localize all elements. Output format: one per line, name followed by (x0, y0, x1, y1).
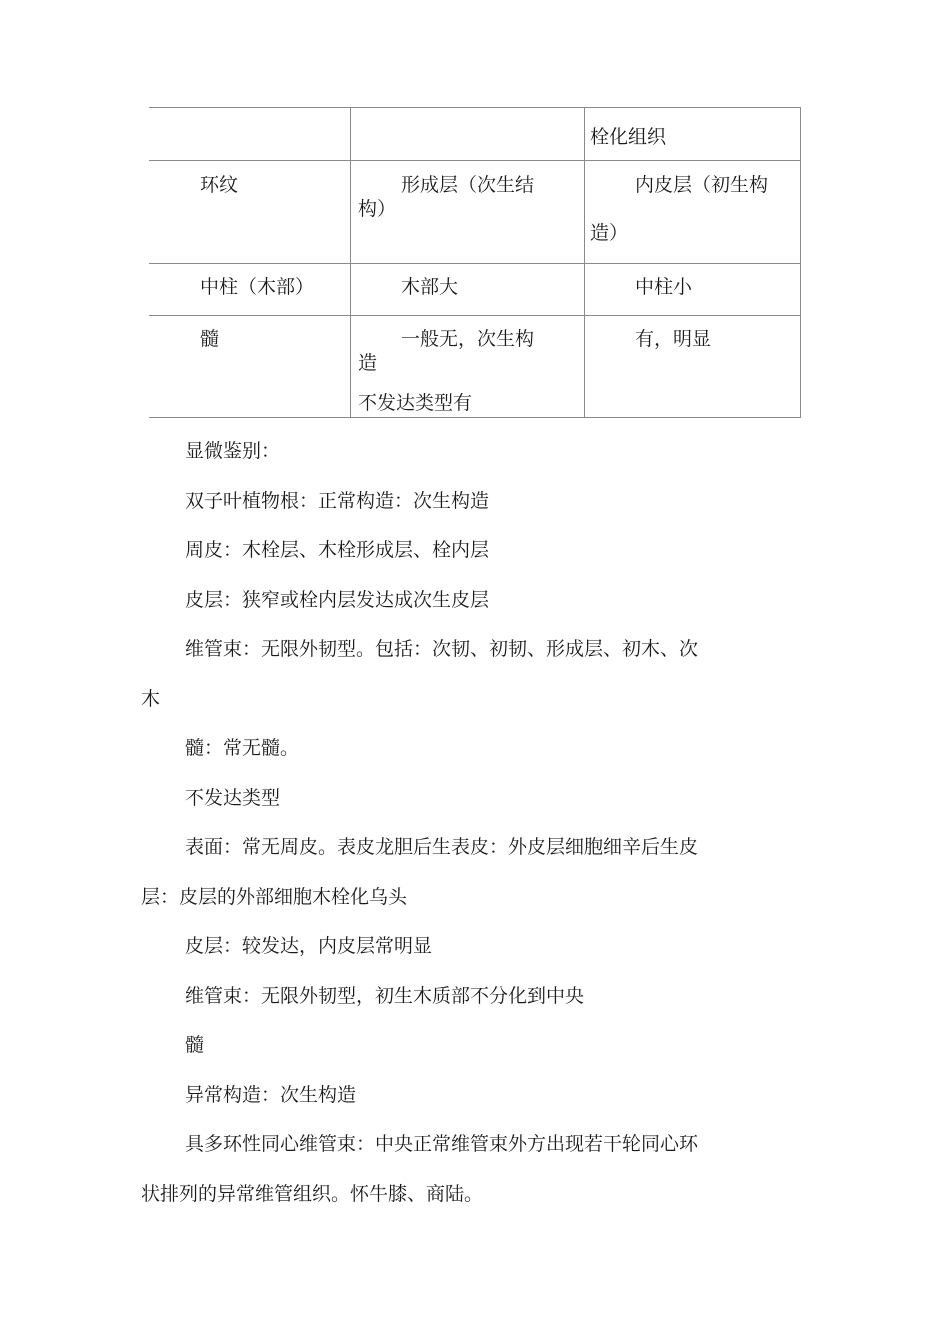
paragraph (141, 1033, 801, 1057)
table-border-top (149, 107, 801, 108)
paragraph-line: 状排列的异常维管组织。怀牛膝、商陆。 (141, 1183, 484, 1205)
paragraph-line: 皮层：狭窄或栓内层发达成次生皮层 (185, 589, 490, 611)
table-cell (358, 327, 534, 417)
paragraph-line: 表面：常无周皮。表皮龙胆后生表皮：外皮层细胞细辛后生皮 (185, 836, 699, 858)
cell-line: 造 (358, 352, 378, 374)
comparison-table (149, 107, 801, 418)
cell-line: 中柱小 (635, 276, 693, 298)
paragraph (141, 984, 801, 1008)
table-cell-label: 环纹 (200, 174, 239, 196)
paragraph-line: 层：皮层的外部细胞木栓化乌头 (141, 886, 408, 908)
paragraph-line: 髓：常无髓。 (185, 737, 300, 759)
paragraph (141, 538, 801, 562)
paragraph-line: 周皮：木栓层、木栓形成层、栓内层 (185, 539, 490, 561)
paragraph-line: 不发达类型 (185, 787, 281, 809)
cell-line: 有，明显 (635, 328, 712, 350)
paragraph-line: 显微鉴别： (185, 440, 281, 462)
table-header-cell: 栓化组织 (590, 126, 667, 148)
table-cell (635, 327, 711, 351)
paragraph-line: 具多环性同心维管束：中央正常维管束外方出现若干轮同心环 (185, 1133, 699, 1155)
paragraph (141, 1132, 801, 1206)
paragraph-line: 皮层：较发达，内皮层常明显 (185, 935, 433, 957)
cell-line: 构） (358, 198, 397, 220)
paragraph (141, 736, 801, 760)
cell-line: 一般无，次生构 (401, 328, 535, 350)
paragraph-line: 异常构造：次生构造 (185, 1084, 357, 1106)
table-cell (590, 173, 768, 245)
paragraph (141, 637, 801, 711)
cell-line: 木部大 (401, 276, 459, 298)
table-border-bottom (149, 417, 801, 418)
cell-line: 内皮层（初生构 (635, 174, 769, 196)
table-cell (401, 275, 458, 299)
paragraph-line: 维管束：无限外韧型。包括：次韧、初韧、形成层、初木、次 (185, 638, 699, 660)
table-rule (149, 315, 801, 316)
paragraph-line: 双子叶植物根：正常构造：次生构造 (185, 490, 490, 512)
paragraph-line: 维管束：无限外韧型，初生木质部不分化到中央 (185, 985, 585, 1007)
table-border-right (800, 107, 801, 418)
paragraph (141, 1083, 801, 1107)
paragraph (141, 588, 801, 612)
paragraph (141, 489, 801, 513)
paragraph (141, 934, 801, 958)
paragraph-line: 木 (141, 688, 161, 710)
cell-line: 形成层（次生结 (401, 174, 535, 196)
table-rule (149, 160, 801, 161)
paragraph (141, 835, 801, 909)
table-cell-label: 中柱（木部） (200, 276, 315, 298)
cell-line: 不发达类型有 (358, 392, 473, 414)
table-cell (635, 275, 692, 299)
cell-line: 造） (590, 222, 629, 244)
paragraph (141, 439, 801, 463)
table-rule (149, 263, 801, 264)
table-cell (358, 173, 534, 221)
paragraph (141, 786, 801, 810)
table-column-divider (350, 107, 351, 418)
table-cell-label: 髓 (200, 328, 220, 350)
paragraph-line: 髓 (185, 1034, 205, 1056)
table-column-divider (584, 107, 585, 418)
